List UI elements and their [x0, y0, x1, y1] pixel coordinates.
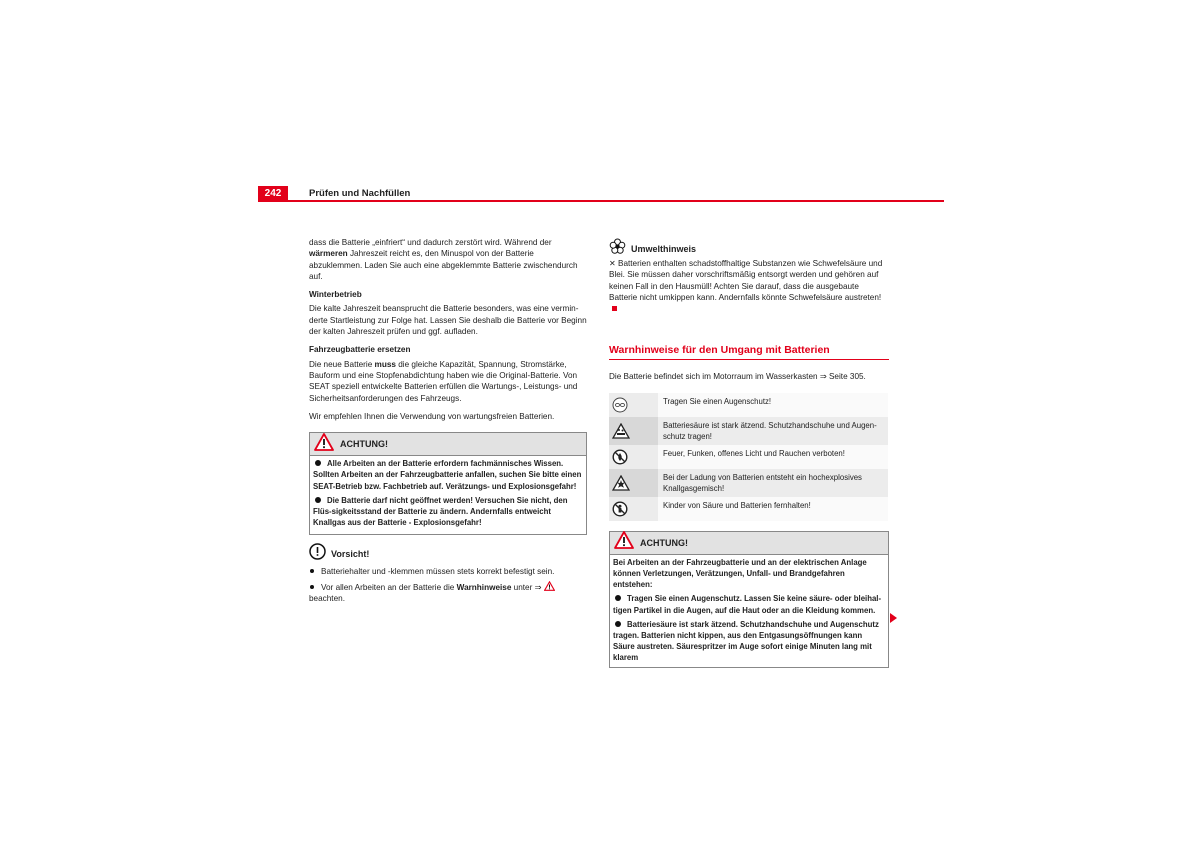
- symbol-row: [609, 497, 888, 521]
- warning-title: ACHTUNG!: [640, 537, 688, 548]
- symbol-table: [609, 393, 888, 521]
- section-intro: Die Batterie befindet sich im Motorraum im Wasserkasten ⇒ Seite 305.: [609, 372, 866, 382]
- intro-bold: wärmeren: [309, 249, 348, 259]
- winter-heading: Winterbetrieb: [309, 290, 362, 300]
- replace-bold: muss: [374, 359, 396, 369]
- symbol-row: [609, 417, 888, 445]
- replace-heading: Fahrzeugbatterie ersetzen: [309, 345, 411, 355]
- warning-item: [613, 619, 885, 664]
- left-column: [309, 237, 587, 604]
- caution-item-text: Batteriehalter und -klemmen müssen stets korrekt befestigt sein.: [321, 567, 555, 577]
- warning-item: [313, 495, 583, 529]
- winter-text: Die kalte Jahreszeit beansprucht die Batterie besonders, was eine vermin-derte Startleistung zur Folge hat. Lassen Sie deshalb die Batterie vor Beginn der kalten Jahreszeit prüfen und ggf. aufladen.: [309, 304, 587, 337]
- env-paragraph: [609, 258, 889, 314]
- end-mark-icon: [612, 306, 617, 311]
- right-column: [609, 240, 889, 668]
- env-text: Batterien enthalten schadstoffhaltige Substanzen wie Schwefelsäure und Blei. Sie müssen daher vorschriftsmäßig entsorgt werden und gehören auf keinen Fall in den Hausmüll! Achten Sie darauf, dass die ausgebaute Batterie nicht umkippen kann. Andernfalls könnte Schwefelsäure austreten!: [609, 259, 883, 302]
- bullet-icon: [615, 621, 621, 627]
- intro-text-2: Jahreszeit reicht es, den Minuspol von der Batterie abzuklemmen. Laden Sie auch eine abgeklemmte Batterie zwischendurch auf.: [309, 249, 578, 281]
- keep-children-away-icon: [609, 497, 658, 521]
- warning-item-text: Tragen Sie einen Augenschutz. Lassen Sie keine säure- oder bleihal-tigen Partikel in die Augen, auf die Haut oder an die Kleidung kommen.: [613, 594, 882, 615]
- bullet-icon: [310, 585, 314, 589]
- replace-text-1: Die neue Batterie: [309, 359, 375, 369]
- symbol-text: Batteriesäure ist stark ätzend. Schutzhandschuhe und Augen-schutz tragen!: [658, 417, 888, 445]
- warning-item: [613, 593, 885, 615]
- continue-arrow-icon: [890, 613, 897, 623]
- bullet-icon: [315, 497, 321, 503]
- acid-corrosive-icon: [609, 417, 658, 445]
- warning-item: [313, 458, 583, 492]
- caution-item: [309, 581, 587, 605]
- caution-icon: [309, 543, 326, 565]
- eye-protection-icon: [609, 393, 658, 417]
- recycle-mark-icon: ✕: [609, 259, 616, 268]
- intro-paragraph: [309, 237, 587, 282]
- caution-title: Vorsicht!: [331, 549, 370, 560]
- environment-flower-icon: [609, 238, 626, 260]
- no-fire-icon: [609, 445, 658, 469]
- symbol-row: [609, 393, 888, 417]
- warning-box-right: [609, 531, 889, 668]
- symbol-text: Bei der Ladung von Batterien entsteht ein hochexplosives Knallgasgemisch!: [658, 469, 888, 497]
- bullet-icon: [315, 460, 321, 466]
- caution-item: [309, 566, 587, 577]
- section-title: Warnhinweise für den Umgang mit Batterien: [609, 344, 830, 357]
- page-number: 242: [258, 186, 288, 202]
- warning-body: [310, 456, 586, 534]
- caution-item-text: Vor allen Arbeiten an der Batterie die: [321, 582, 457, 592]
- bullet-icon: [615, 595, 621, 601]
- warning-triangle-icon: [614, 531, 634, 554]
- warning-body: [610, 555, 888, 667]
- caution-item-ref: unter ⇒: [511, 582, 542, 592]
- warning-item-text: Die Batterie darf nicht geöffnet werden! Versuchen Sie nicht, den Flüs-sigkeitsstand der Batterie zu ändern. Andernfalls entweicht Knallgas aus der Batterie - Explosionsgefahr!: [313, 495, 568, 528]
- env-header: [609, 240, 889, 258]
- symbol-row: [609, 469, 888, 497]
- warning-triangle-icon: [314, 433, 334, 456]
- caution-header: [309, 545, 587, 563]
- replace-paragraph: [309, 359, 587, 404]
- env-title: Umwelthinweis: [631, 244, 697, 254]
- bullet-icon: [310, 569, 314, 573]
- chapter-title: Prüfen und Nachfüllen: [309, 188, 411, 199]
- caution-item-end: beachten.: [309, 593, 345, 603]
- intro-text-1: dass die Batterie „einfriert“ und dadurch zerstört wird. Während der: [309, 238, 552, 247]
- warning-item-text: Alle Arbeiten an der Batterie erfordern fachmännisches Wissen. Sollten Arbeiten an der Fahrzeugbatterie anfallen, suchen Sie bitte einen SEAT-Betrieb bzw. Fachbetrieb auf. Verätzungs- und Explosionsgefahr!: [313, 459, 582, 491]
- warning-item-text: Batteriesäure ist stark ätzend. Schutzhandschuhe und Augenschutz tragen. Batterien nicht kippen, aus den Entgasungsöffnungen kann Säure austreten. Säurespritzer im Auge sofort einige Minuten lang mit klarem: [613, 619, 879, 663]
- warning-header: [310, 433, 586, 456]
- symbol-row: [609, 445, 888, 469]
- warning-header: [610, 532, 888, 555]
- caution-item-bold: Warnhinweise: [456, 582, 512, 592]
- warning-intro: Bei Arbeiten an der Fahrzeugbatterie und an der elektrischen Anlage können Verletzungen, Verätzungen, Unfall- und Brandgefahren entstehen:: [613, 557, 867, 590]
- symbol-text: Tragen Sie einen Augenschutz!: [658, 393, 888, 417]
- warning-box-left: [309, 432, 587, 535]
- header-rule: [258, 200, 944, 202]
- symbol-text: Feuer, Funken, offenes Licht und Rauchen verboten!: [658, 445, 888, 469]
- symbol-text: Kinder von Säure und Batterien fernhalten!: [658, 497, 888, 521]
- warning-title: ACHTUNG!: [340, 439, 388, 450]
- recommend-text: Wir empfehlen Ihnen die Verwendung von wartungsfreien Batterien.: [309, 411, 555, 421]
- explosive-gas-icon: [609, 469, 658, 497]
- replace-text-2: die gleiche Kapazität, Spannung, Stromstärke, Bauform und eine Stopfenabdichtung haben wie die Original-Batterie. Von SEAT speziell entwickelte Batterien erfüllen die Wartungs-, Leistungs- und Sicherheitsanforderungen des Fahrzeugs.: [309, 359, 578, 403]
- warning-triangle-small-icon[interactable]: [544, 583, 555, 592]
